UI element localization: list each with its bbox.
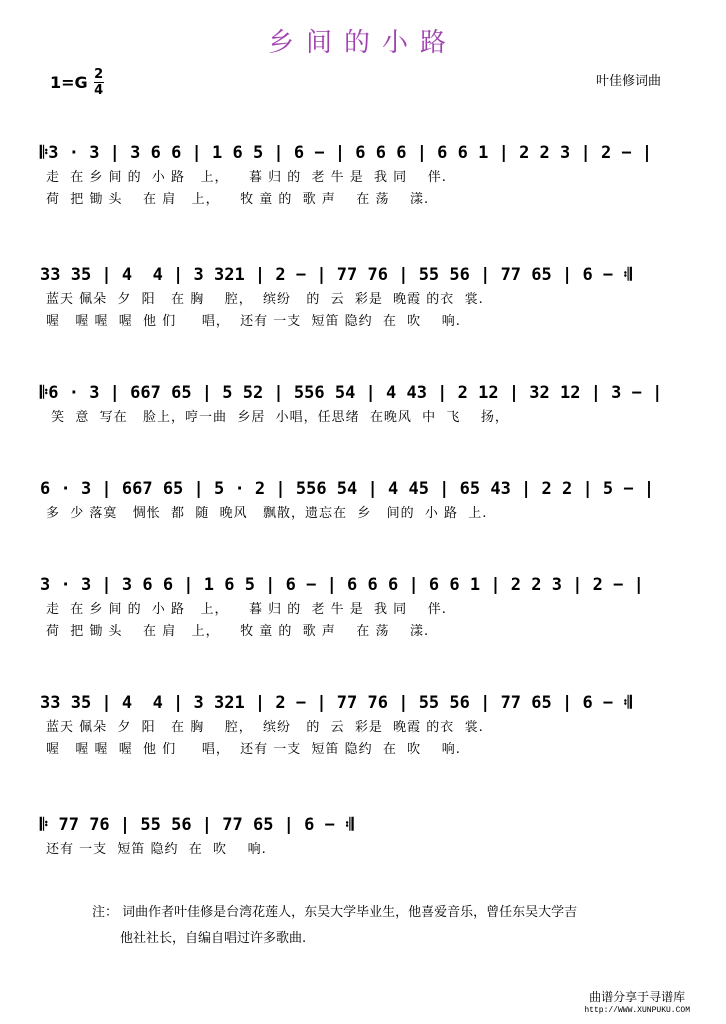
music-system-6 bbox=[40, 690, 690, 760]
music-system-7 bbox=[40, 812, 690, 860]
lyrics-verse-1: 蓝天 佩朵 夕 阳 在 胸 腔， 缤纷 的 云 彩是 晚霞 的衣 裳. bbox=[46, 720, 484, 735]
time-signature bbox=[94, 68, 104, 97]
lyrics-verse-1: 多 少 落寞 惆怅 都 随 晚风 飘散，遗忘在 乡 间的 小 路 上. bbox=[46, 506, 488, 521]
notation-line: 33 35 | 4 4 | 3 321 | 2 − | 77 76 | 55 56 | 77 65 | 6 − 𝄇 bbox=[40, 693, 632, 713]
lyrics-verse-2: 荷 把 锄 头 在 肩 上， 牧 童 的 歌 声 在 荡 漾. bbox=[46, 624, 430, 639]
music-system-3 bbox=[40, 380, 690, 428]
notation-line: 𝄆 77 76 | 55 56 | 77 65 | 6 − 𝄇 bbox=[40, 815, 354, 835]
music-system-5 bbox=[40, 572, 690, 642]
lyrics-verse-2: 喔 喔 喔 喔 他 们 唱， 还有 一支 短笛 隐约 在 吹 响. bbox=[46, 314, 461, 329]
composer-credit: 叶佳修词曲 bbox=[596, 74, 662, 89]
music-system-4 bbox=[40, 476, 690, 524]
lyrics-verse-1: 蓝天 佩朵 夕 阳 在 胸 腔， 缤纷 的 云 彩是 晚霞 的衣 裳. bbox=[46, 292, 484, 307]
notation-line: 33 35 | 4 4 | 3 321 | 2 − | 77 76 | 55 56 | 77 65 | 6 − 𝄇 bbox=[40, 265, 632, 285]
song-title: 乡间的小路 bbox=[267, 28, 458, 58]
notation-line: 6 · 3 | 667 65 | 5 · 2 | 556 54 | 4 45 | 65 43 | 2 2 | 5 − | bbox=[40, 479, 655, 499]
music-system-1 bbox=[40, 140, 690, 210]
time-signature-top: 2 bbox=[94, 67, 104, 82]
lyrics-verse-1: 走 在 乡 间 的 小 路 上， 暮 归 的 老 牛 是 我 同 伴. bbox=[46, 170, 447, 185]
key-label: 1=G bbox=[50, 73, 88, 92]
site-watermark bbox=[584, 990, 690, 1018]
lyrics-verse-2: 荷 把 锄 头 在 肩 上， 牧 童 的 歌 声 在 荡 漾. bbox=[46, 192, 430, 207]
time-signature-bottom: 4 bbox=[94, 83, 104, 98]
notation-line: 3 · 3 | 3 6 6 | 1 6 5 | 6 − | 6 6 6 | 6 6 1 | 2 2 3 | 2 − | bbox=[40, 575, 644, 595]
watermark-brand: 曲谱分享于寻谱库 bbox=[589, 990, 686, 1004]
lyrics-verse-1: 走 在 乡 间 的 小 路 上， 暮 归 的 老 牛 是 我 同 伴. bbox=[46, 602, 447, 617]
lyrics-verse-2: 喔 喔 喔 喔 他 们 唱， 还有 一支 短笛 隐约 在 吹 响. bbox=[46, 742, 461, 757]
notation-line: 𝄆3 · 3 | 3 6 6 | 1 6 5 | 6 − | 6 6 6 | 6 6 1 | 2 2 3 | 2 − | bbox=[40, 143, 653, 163]
footnote-line-1: 注： 词曲作者叶佳修是台湾花莲人，东吴大学毕业生，他喜爱音乐，曾任东吴大学吉 bbox=[92, 905, 578, 920]
key-signature bbox=[50, 68, 104, 97]
footnote-line-2: 他社社长，自编自唱过许多歌曲. bbox=[120, 931, 307, 946]
music-system-2 bbox=[40, 262, 690, 332]
lyrics-verse-1: 笑 意 写在 脸上，哼一曲 乡居 小唱，任思绪 在晚风 中 飞 扬， bbox=[46, 410, 509, 425]
notation-line: 𝄆6 · 3 | 667 65 | 5 52 | 556 54 | 4 43 | 2 12 | 32 12 | 3 − | bbox=[40, 383, 663, 403]
lyrics-verse-1: 还有 一支 短笛 隐约 在 吹 响. bbox=[46, 842, 267, 857]
watermark-url: http://WWW.XUNPUKU.COM bbox=[584, 1006, 690, 1015]
footnote bbox=[92, 900, 692, 952]
